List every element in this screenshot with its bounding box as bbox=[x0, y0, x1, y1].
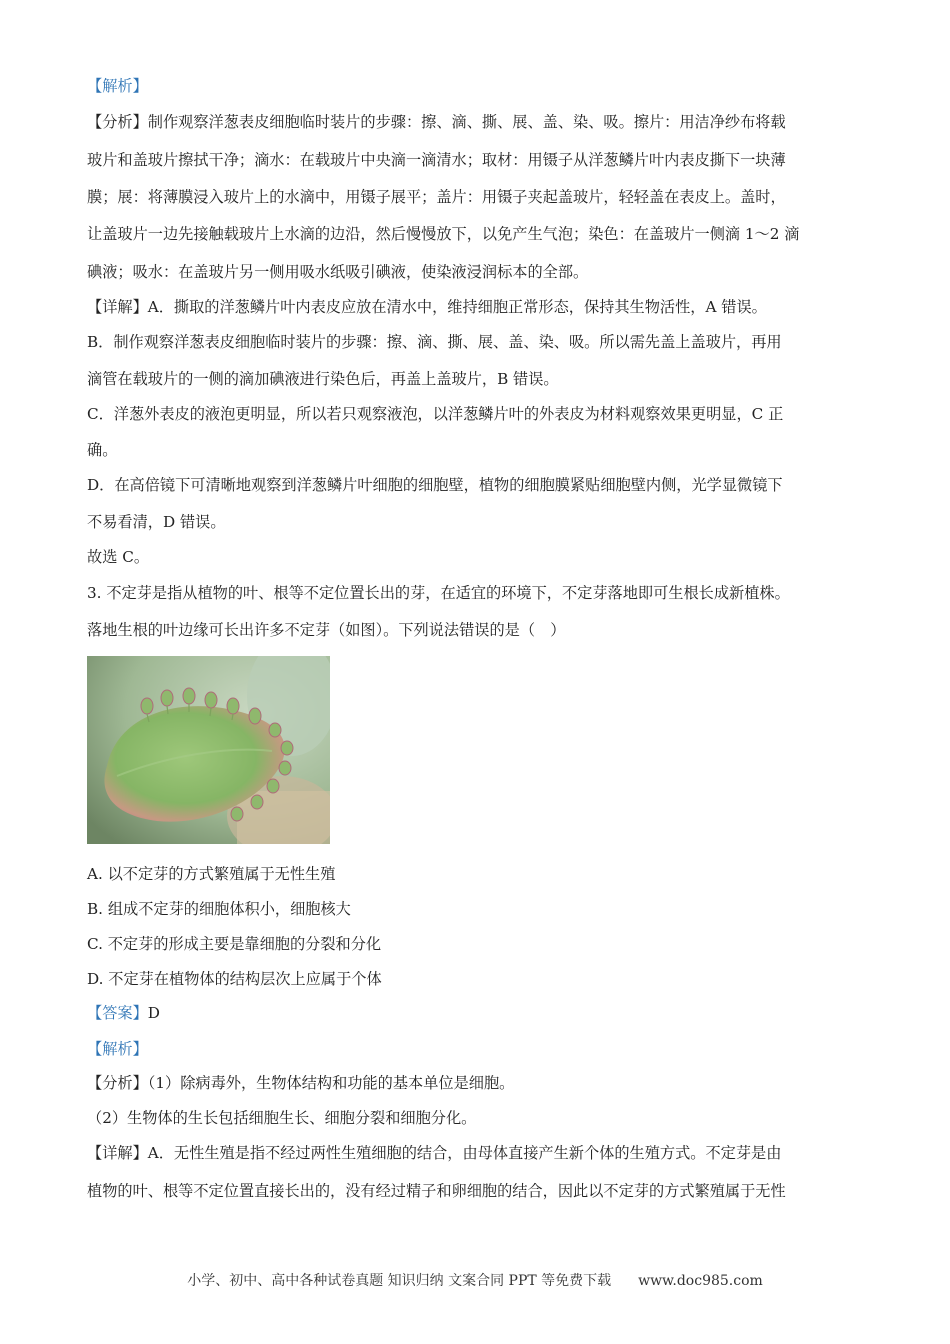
answer-tag: 【答案】 bbox=[87, 1004, 148, 1022]
jiexi-heading: 【解析】 bbox=[87, 1040, 148, 1058]
analysis-line: 碘液；吸水：在盖玻片另一侧用吸水纸吸引碘液，使染液浸润标本的全部。 bbox=[87, 263, 589, 281]
analysis-line: 让盖玻片一边先接触载玻片上水滴的边沿，然后慢慢放下，以免产生气泡；染色：在盖玻片一侧滴 1～2 滴 bbox=[87, 225, 800, 243]
analysis-line bbox=[87, 112, 786, 132]
detail-line: 滴管在载玻片的一侧的滴加碘液进行染色后，再盖上盖玻片，B 错误。 bbox=[87, 370, 559, 388]
answer-line bbox=[87, 1003, 160, 1023]
leaf-plantlets-photo bbox=[87, 656, 330, 844]
analysis-tag: 【分析】 bbox=[87, 1074, 148, 1092]
analysis-line bbox=[87, 1073, 514, 1093]
option-d: D. 不定芽在植物体的结构层次上应属于个体 bbox=[87, 970, 382, 988]
detail-line: 确。 bbox=[87, 441, 118, 459]
page-footer bbox=[0, 1270, 950, 1290]
detail-line: 不易看清，D 错误。 bbox=[87, 513, 226, 531]
detail-line bbox=[87, 297, 767, 317]
option-a: A. 以不定芽的方式繁殖属于无性生殖 bbox=[87, 865, 336, 883]
detail-line: B．制作观察洋葱表皮细胞临时装片的步骤：擦、滴、撕、展、盖、染、吸。所以需先盖上盖玻片，再用 bbox=[87, 333, 782, 351]
detail-text: A．无性生殖是指不经过两性生殖细胞的结合，由母体直接产生新个体的生殖方式。不定芽是由 bbox=[147, 1144, 782, 1162]
detail-line: 植物的叶、根等不定位置直接长出的，没有经过精子和卵细胞的结合，因此以不定芽的方式繁殖属于无性 bbox=[87, 1182, 786, 1200]
analysis-text: （1）除病毒外，生物体结构和功能的基本单位是细胞。 bbox=[147, 1074, 515, 1092]
conclusion-line: 故选 C。 bbox=[87, 548, 150, 566]
question-stem: 落地生根的叶边缘可长出许多不定芽（如图）。下列说法错误的是（ ） bbox=[87, 621, 566, 639]
detail-line: C．洋葱外表皮的液泡更明显，所以若只观察液泡，以洋葱鳞片叶的外表皮为材料观察效果更明显，C 正 bbox=[87, 405, 784, 423]
detail-tag: 【详解】 bbox=[87, 1144, 148, 1162]
footer-text: 小学、初中、高中各种试卷真题 知识归纳 文案合同 PPT 等免费下载 bbox=[187, 1273, 612, 1289]
analysis-line: 膜；展：将薄膜浸入玻片上的水滴中，用镊子展平；盖片：用镊子夹起盖玻片，轻轻盖在表皮上。盖时， bbox=[87, 188, 786, 206]
answer-value: D bbox=[147, 1004, 160, 1022]
analysis-text: 制作观察洋葱表皮细胞临时装片的步骤：擦、滴、撕、展、盖、染、吸。擦片：用洁净纱布将载 bbox=[147, 113, 786, 131]
footer-url[interactable]: www.doc985.com bbox=[638, 1273, 763, 1289]
analysis-line: 玻片和盖玻片擦拭干净；滴水：在载玻片中央滴一滴清水；取材：用镊子从洋葱鳞片叶内表皮撕下一块薄 bbox=[87, 151, 786, 169]
detail-tag: 【详解】 bbox=[87, 298, 148, 316]
option-b: B. 组成不定芽的细胞体积小，细胞核大 bbox=[87, 900, 351, 918]
analysis-line: （2）生物体的生长包括细胞生长、细胞分裂和细胞分化。 bbox=[87, 1109, 477, 1127]
question-stem: 3. 不定芽是指从植物的叶、根等不定位置长出的芽，在适宜的环境下，不定芽落地即可生根长成新植株。 bbox=[87, 584, 790, 602]
option-c: C. 不定芽的形成主要是靠细胞的分裂和分化 bbox=[87, 935, 382, 953]
jiexi-heading: 【解析】 bbox=[87, 77, 148, 95]
detail-text: A．撕取的洋葱鳞片叶内表皮应放在清水中，维持细胞正常形态，保持其生物活性，A 错误。 bbox=[147, 298, 767, 316]
analysis-tag: 【分析】 bbox=[87, 113, 148, 131]
detail-line bbox=[87, 1143, 781, 1163]
detail-line: D．在高倍镜下可清晰地观察到洋葱鳞片叶细胞的细胞壁，植物的细胞膜紧贴细胞壁内侧，光学显微镜下 bbox=[87, 476, 783, 494]
